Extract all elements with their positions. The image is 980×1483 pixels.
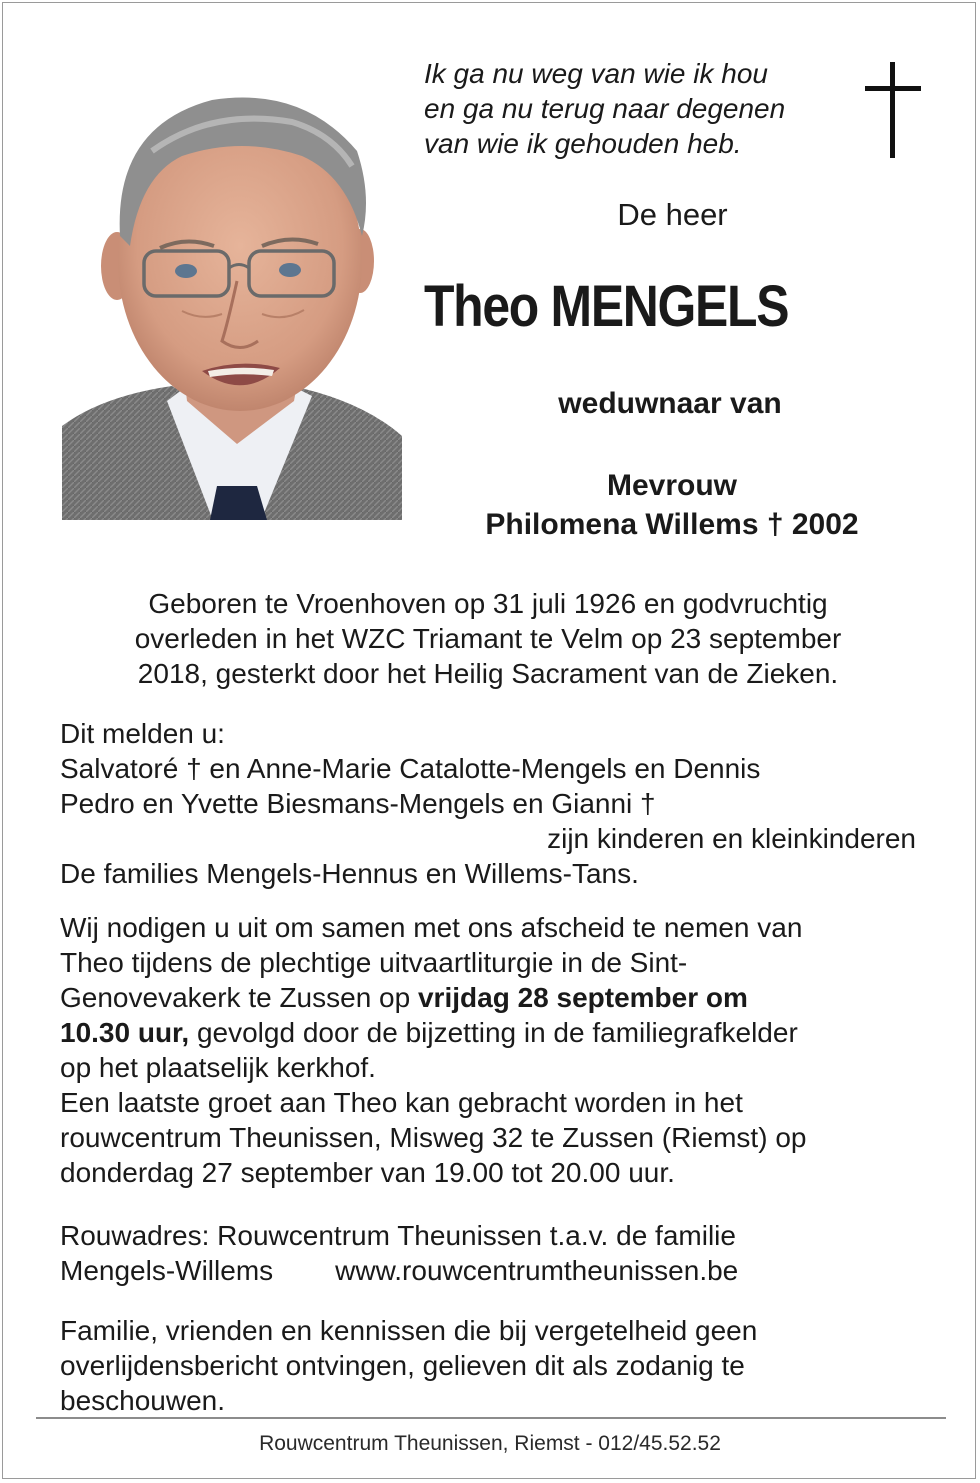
mourning-address [60, 1218, 930, 1288]
funeral-text: gevolgd door de bijzetting in de familiegrafkelder [189, 1017, 798, 1048]
birth-death-paragraph [60, 586, 916, 691]
widower-label: weduwnaar van [558, 387, 782, 420]
address-family: Mengels-Willems [60, 1255, 274, 1286]
poem-line: van wie ik gehouden heb. [424, 128, 742, 159]
text-line: 2018, gesterkt door het Heilig Sacrament van de Zieken. [137, 658, 839, 689]
salutation: De heer [617, 197, 728, 232]
notice-line: Familie, vrienden en kennissen die bij vergetelheid geen [60, 1315, 758, 1346]
family-line: Pedro en Yvette Biesmans-Mengels en Gianni † [60, 788, 656, 819]
footer-divider [36, 1417, 946, 1419]
notice-line: beschouwen. [60, 1385, 226, 1416]
funeral-text: Genovevakerk te Zussen op [60, 982, 418, 1013]
funeral-date: vrijdag 28 september om [417, 982, 748, 1013]
funeral-line: donderdag 27 september van 19.00 tot 20.00 uur. [60, 1157, 675, 1188]
funeral-line [60, 1015, 930, 1050]
funeral-line: op het plaatselijk kerkhof. [60, 1052, 376, 1083]
portrait-photo [62, 56, 402, 520]
family-intro: Dit melden u: [60, 718, 225, 749]
family-line: Salvatoré † en Anne-Marie Catalotte-Mengels en Dennis [60, 753, 761, 784]
funeral-line: Wij nodigen u uit om samen met ons afscheid te nemen van [60, 912, 803, 943]
funeral-line: rouwcentrum Theunissen, Misweg 32 te Zussen (Riemst) op [60, 1122, 807, 1153]
funeral-time: 10.30 uur, [60, 1017, 190, 1048]
spouse-name: Philomena Willems † 2002 [485, 508, 859, 541]
funeral-line: Theo tijdens de plechtige uitvaartliturgie in de Sint- [60, 947, 688, 978]
family-line: De families Mengels-Hennus en Willems-Tans. [60, 858, 639, 889]
spouse-block [420, 466, 924, 544]
footer-contact: Rouwcentrum Theunissen, Riemst - 012/45.52.52 [259, 1432, 721, 1455]
funeral-paragraph [60, 910, 930, 1190]
text-line: Geboren te Vroenhoven op 31 juli 1926 en godvruchtig [148, 588, 828, 619]
family-line: zijn kinderen en kleinkinderen [547, 823, 916, 854]
address-line [60, 1253, 930, 1288]
cross-icon [864, 62, 922, 158]
memorial-poem [424, 56, 864, 161]
family-announcement [60, 716, 930, 891]
website-link[interactable]: www.rouwcentrumtheunissen.be [335, 1255, 739, 1286]
spouse-title: Mevrouw [606, 469, 738, 502]
funeral-line [60, 980, 930, 1015]
text-line: overleden in het WZC Triamant te Velm op 23 september [134, 623, 842, 654]
notice-line: overlijdensbericht ontvingen, gelieven dit als zodanig te [60, 1350, 745, 1381]
poem-line: Ik ga nu weg van wie ik hou [424, 58, 768, 89]
address-line: Rouwadres: Rouwcentrum Theunissen t.a.v. de familie [60, 1220, 736, 1251]
funeral-line: Een laatste groet aan Theo kan gebracht worden in het [60, 1087, 743, 1118]
poem-line: en ga nu terug naar degenen [424, 93, 786, 124]
notice-paragraph [60, 1313, 930, 1418]
deceased-name: Theo MENGELS [424, 274, 789, 339]
